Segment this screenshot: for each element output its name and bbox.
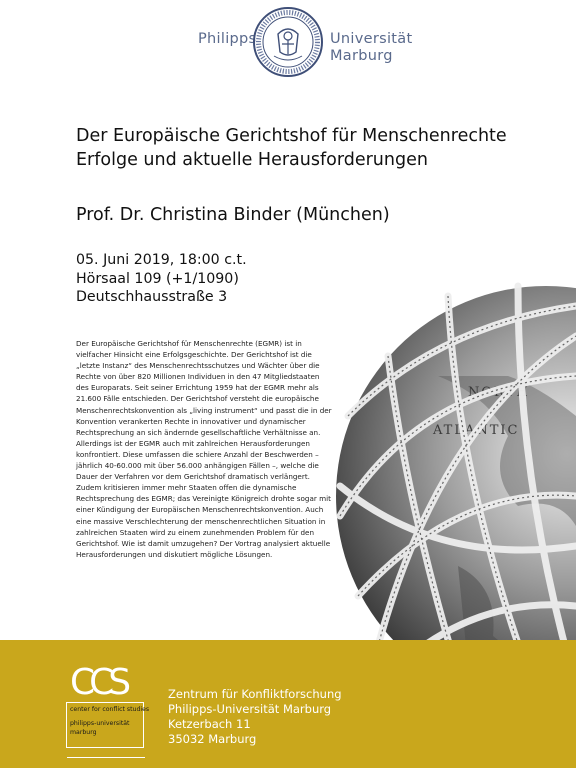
abstract-line: vielfacher Hinsicht eine Erfolgsgeschichte. Der Gerichtshof ist die: [76, 350, 312, 360]
abstract-line: Allerdings ist der EGMR auch mit zahlreichen Herausforderungen: [76, 438, 310, 448]
address-line-2: Philipps-Universität Marburg: [168, 702, 332, 716]
address-line-3: Ketzerbach 11: [168, 717, 251, 731]
ccs-logo-text-1: center for conflict studies: [70, 706, 150, 713]
center-address: [168, 687, 342, 747]
address-line-4: 35032 Marburg: [168, 732, 257, 746]
abstract-line: Rechtsprechung an sich ändernde gesellschaftliche Verhältnisse an.: [76, 427, 321, 437]
abstract-line: einer Kündigung der Europäischen Menschenrechtskonvention. Auch: [76, 505, 324, 515]
event-room: Hörsaal 109 (+1/1090): [76, 270, 239, 287]
ccs-logo-text-3: marburg: [70, 729, 97, 736]
abstract-line: des Europarats. Seit seiner Errichtung 1959 hat der EGMR mehr als: [76, 383, 319, 393]
ccs-logo-text-2: philipps-universität: [70, 720, 130, 727]
abstract-line: Menschenrechtskonvention als „living instrument“ und passt die in der: [76, 405, 332, 415]
ccs-logo: [66, 662, 150, 748]
lecture-subtitle: Erfolge und aktuelle Herausforderungen: [76, 150, 428, 170]
lecture-title: Der Europäische Gerichtshof für Menschenrechte: [76, 126, 507, 146]
abstract-line: Gerichtshof. Wie ist damit umzugehen? Der Vortrag analysiert aktuelle: [76, 538, 331, 548]
university-name-right-line2: Marburg: [330, 48, 393, 64]
university-name-right: [330, 31, 412, 65]
abstract-line: Der Europäische Gerichtshof für Menschenrechte (EGMR) ist in: [76, 339, 302, 348]
globe-label-atlantic: ATLANTIC: [433, 423, 520, 438]
event-street: Deutschhausstraße 3: [76, 289, 228, 305]
university-name-left: Philipps: [198, 31, 257, 47]
abstract-line: zahlreichen Staaten wird zu einem zunehmenden Problem für den: [76, 527, 315, 537]
abstract-text: [76, 338, 338, 560]
address-line-1: Zentrum für Konfliktforschung: [168, 687, 342, 701]
abstract-line: Rechte von über 820 Millionen Individuen in den 47 Mitgliedstaaten: [76, 372, 320, 382]
speaker-name: Prof. Dr. Christina Binder (München): [76, 205, 390, 225]
abstract-line: Herausforderungen und diskutiert mögliche Lösungen.: [76, 549, 273, 559]
abstract-line: Zudem kritisieren immer mehr Staaten offen die dynamische: [76, 483, 297, 493]
university-seal-icon: [252, 6, 324, 78]
university-header: [0, 0, 576, 100]
abstract-line: „letzte Instanz“ des Menschenrechtsschutzes und Wächter über die: [76, 361, 320, 371]
abstract-line: konfrontiert. Diese umfassen die schiere Anzahl der Beschwerden –: [76, 449, 319, 459]
abstract-line: Konvention verankerten Rechte in innovativer und dynamischer: [76, 416, 306, 426]
ccs-logo-letters: CCS: [70, 662, 126, 703]
university-name-right-line1: Universität: [330, 31, 413, 47]
abstract-line: Rechtsprechung des EGMR; das Vereinigte Königreich drohte sogar mit: [76, 494, 331, 504]
ccs-logo-divider: [67, 757, 145, 758]
abstract-line: 21.600 Fälle entschieden. Der Gerichtshof versteht die europäische: [76, 394, 319, 404]
abstract-line: Dauer der Verfahren vor dem Gerichtshof dramatisch verlängert.: [76, 472, 310, 482]
event-date: 05. Juni 2019, 18:00 c.t.: [76, 252, 247, 268]
footer-band: [0, 640, 576, 768]
abstract-line: eine massive Verschlechterung der menschenrechtlichen Situation in: [76, 516, 326, 526]
event-details: [76, 251, 247, 307]
abstract-line: jährlich 40-60.000 mit über 56.000 anhängigen Fällen –, welche die: [76, 461, 319, 471]
globe-label-north: NORTH: [468, 385, 530, 400]
